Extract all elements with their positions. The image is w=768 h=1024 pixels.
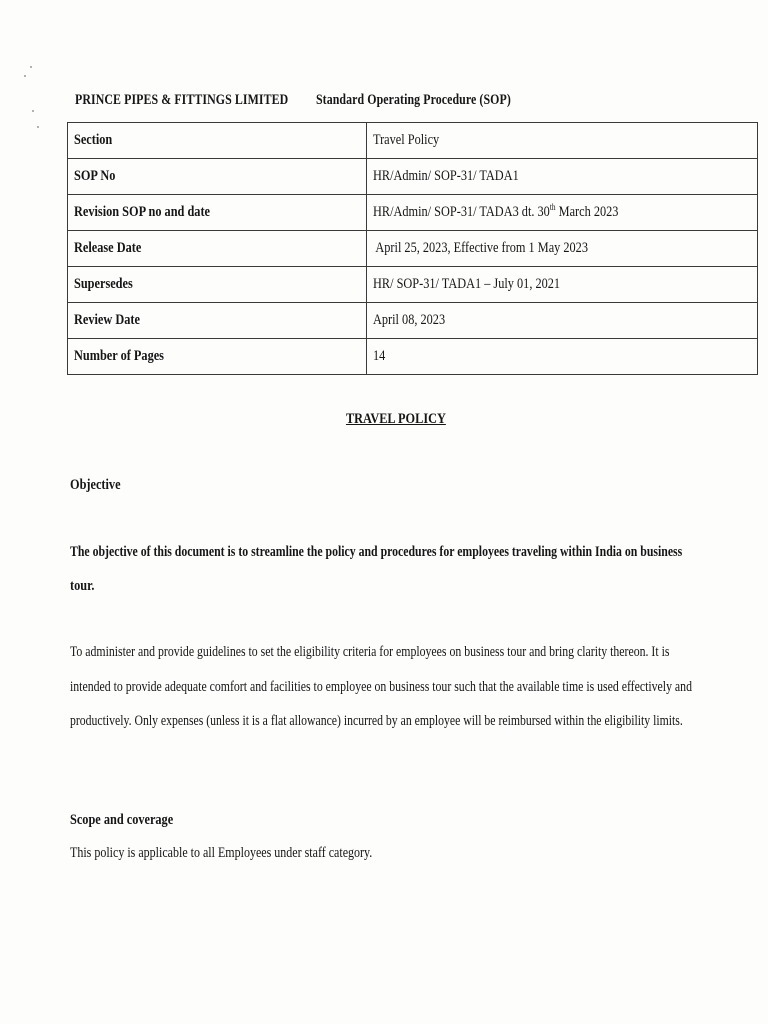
scan-speck [32,110,34,112]
sop-info-table [67,122,758,375]
row-value: Travel Policy [367,123,758,159]
company-name: PRINCE PIPES & FITTINGS LIMITED [75,92,289,108]
table-row [68,159,758,195]
row-label: Section [68,123,367,159]
document-header [75,92,511,109]
scan-speck [30,66,32,68]
scan-speck [24,75,26,77]
row-label: Release Date [68,231,367,267]
row-label: Review Date [68,303,367,339]
table-row [68,195,758,231]
objective-paragraph-line: To administer and provide guidelines to set the eligibility criteria for employees on business tour and bring clarity thereon. It is [70,644,670,660]
table-row [68,303,758,339]
objective-statement-line: The objective of this document is to streamline the policy and procedures for employees traveling within India on business [70,544,683,560]
row-label: Number of Pages [68,339,367,375]
table-row [68,339,758,375]
table-row [68,123,758,159]
scope-text: This policy is applicable to all Employees under staff category. [70,845,373,861]
row-label: Supersedes [68,267,367,303]
table-row [68,267,758,303]
row-value: 14 [367,339,758,375]
objective-paragraph-line: intended to provide adequate comfort and facilities to employee on business tour such that the available time is used effectively and [70,679,692,695]
objective-statement-line: tour. [70,578,95,594]
row-label: Revision SOP no and date [68,195,367,231]
sop-title: Standard Operating Procedure (SOP) [315,92,511,108]
document-title: TRAVEL POLICY [346,411,446,427]
row-value: April 08, 2023 [367,303,758,339]
objective-heading: Objective [70,477,121,493]
scope-heading: Scope and coverage [70,812,174,828]
scan-speck [37,126,39,128]
row-value: HR/Admin/ SOP-31/ TADA1 [367,159,758,195]
row-value: April 25, 2023, Effective from 1 May 2023 [367,231,758,267]
table-row [68,231,758,267]
row-value: HR/ SOP-31/ TADA1 – July 01, 2021 [367,267,758,303]
row-label: SOP No [68,159,367,195]
row-value: HR/Admin/ SOP-31/ TADA3 dt. 30th March 2023 [367,195,758,231]
objective-paragraph-line: productively. Only expenses (unless it is a flat allowance) incurred by an employee will be reimbursed within the eligibility limits. [70,713,683,729]
